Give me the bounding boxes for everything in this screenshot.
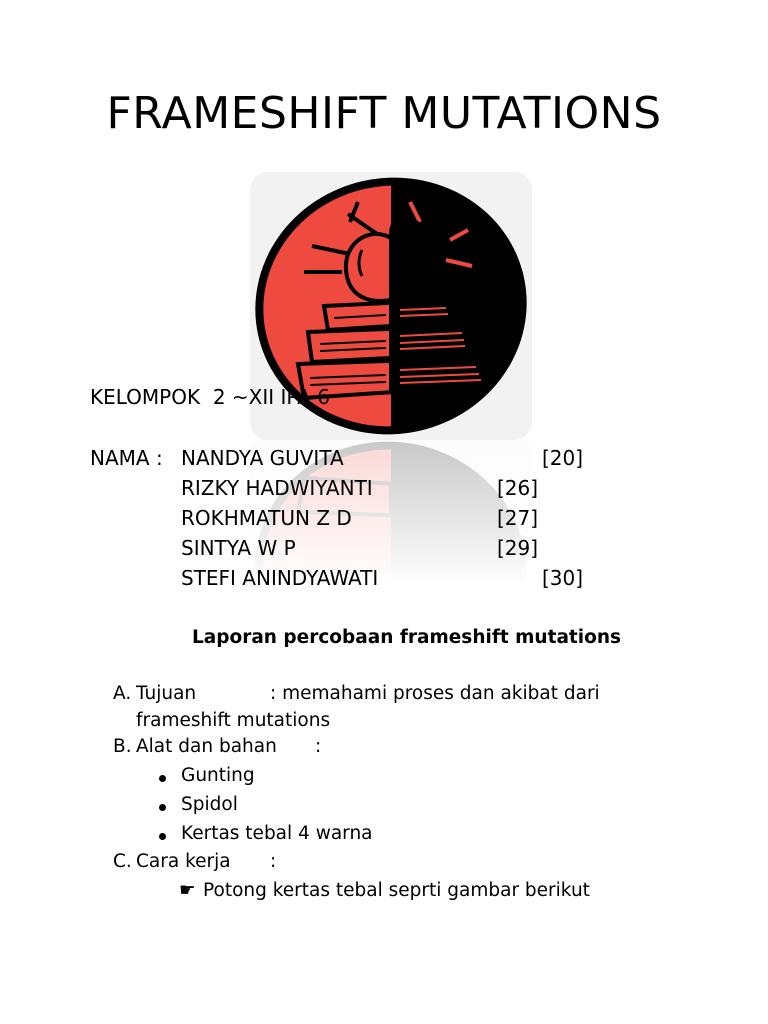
bullet-icon [159,833,166,840]
bullet-icon [159,804,166,811]
cara-kerja-label: Cara kerja [136,851,231,872]
alat-colon: : [315,736,322,757]
member-name: STEFI ANINDYAWATI [181,566,379,590]
member-name: ROKHMATUN Z D [181,506,352,530]
member-number: [26] [497,476,539,500]
list-item: Spidol [181,794,238,815]
member-name: SINTYA W P [181,536,296,560]
pointing-hand-icon: ☛ [179,880,196,901]
names-label: NAMA : [90,446,170,470]
alat-label: Alat dan bahan [136,736,277,757]
member-name: NANDYA GUVITA [181,446,344,470]
bullet-icon [159,775,166,782]
list-marker: C. [113,851,132,872]
tujuan-continuation: frameshift mutations [136,710,331,731]
list-item: Kertas tebal 4 warna [181,823,373,844]
list-marker: B. [113,736,132,757]
report-heading: Laporan percobaan frameshift mutations [191,627,622,648]
member-number: [20] [542,446,584,470]
page-title: FRAMESHIFT MUTATIONS [106,88,662,139]
member-number: [30] [542,566,584,590]
group-label: KELOMPOK 2 ~XII IPA 6 [90,385,330,409]
member-number: [27] [497,506,539,530]
step-text: Potong kertas tebal seprti gambar berikut [203,880,590,901]
member-name: RIZKY HADWIYANTI [181,476,373,500]
tujuan-label: Tujuan [136,683,197,704]
member-number: [29] [497,536,539,560]
list-marker: A. [113,683,132,704]
tujuan-text: : memahami proses dan akibat dari [270,683,600,704]
cara-kerja-colon: : [270,851,277,872]
list-item: Gunting [181,765,255,786]
